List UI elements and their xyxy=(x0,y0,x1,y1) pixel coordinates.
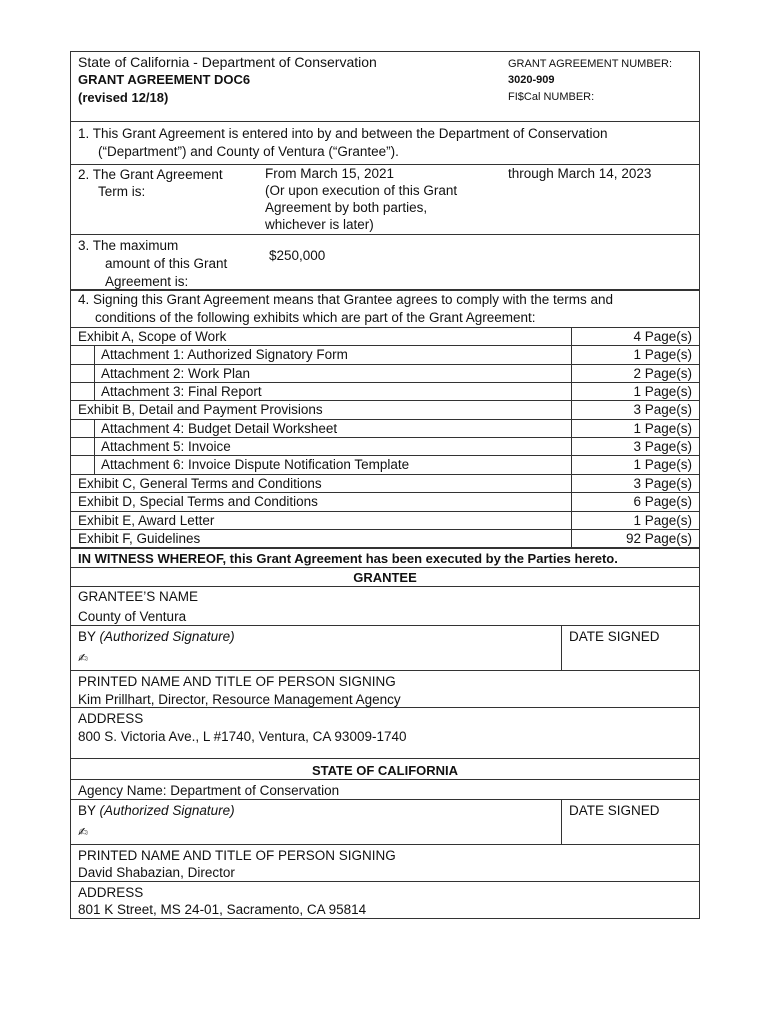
exhibit-pages: 1 Page(s) xyxy=(633,457,692,473)
exhibit-name: Attachment 5: Invoice xyxy=(101,439,231,455)
state-by-signature: (Authorized Signature) xyxy=(99,803,235,818)
section-4-line1: 4. Signing this Grant Agreement means that Grantee agrees to comply with the terms and xyxy=(78,292,614,307)
exhibit-pages: 4 Page(s) xyxy=(633,329,692,344)
state-agency: Agency Name: Department of Conservation xyxy=(78,783,340,798)
exhibit-pages: 1 Page(s) xyxy=(633,512,692,528)
state-date-label: DATE SIGNED xyxy=(569,803,660,818)
grantee-name-label: GRANTEE’S NAME xyxy=(78,589,199,604)
exhibit-name: Exhibit B, Detail and Payment Provisions xyxy=(78,402,323,418)
grantee-printed-label: PRINTED NAME AND TITLE OF PERSON SIGNING xyxy=(78,674,396,689)
header-revised: (revised 12/18) xyxy=(78,90,169,105)
exhibit-pages: 1 Page(s) xyxy=(633,420,692,436)
amount-label-3: Agreement is: xyxy=(105,274,189,289)
exhibit-name: Attachment 3: Final Report xyxy=(101,384,262,400)
state-by-row xyxy=(78,802,235,819)
exhibit-indent-rule xyxy=(94,382,95,400)
header-dept: State of California - Department of Conservation xyxy=(78,54,377,70)
grantee-by-label: BY xyxy=(78,629,96,644)
exhibit-pages: 3 Page(s) xyxy=(633,439,692,455)
grantee-signature-divider xyxy=(561,625,562,671)
exhibit-pages: 6 Page(s) xyxy=(633,494,692,510)
term-through: through March 14, 2023 xyxy=(508,166,652,181)
grantee-name-value: County of Ventura xyxy=(78,609,187,624)
section-1-line1: 1. This Grant Agreement is entered into by and between the Department of Conservation xyxy=(78,126,608,141)
state-printed-label: PRINTED NAME AND TITLE OF PERSON SIGNING xyxy=(78,848,396,863)
exhibit-pages: 3 Page(s) xyxy=(633,402,692,418)
term-from-4: whichever is later) xyxy=(265,217,374,232)
term-label-2: Term is: xyxy=(98,184,146,199)
exhibit-pages: 92 Page(s) xyxy=(625,530,692,546)
grantee-by-row xyxy=(78,628,235,645)
exhibit-indent-rule xyxy=(94,345,95,363)
exhibit-name: Exhibit A, Scope of Work xyxy=(78,329,227,344)
amount-label-1: 3. The maximum xyxy=(78,238,179,253)
amount-label-2: amount of this Grant xyxy=(105,256,228,271)
exhibit-name: Attachment 1: Authorized Signatory Form xyxy=(101,347,348,363)
exhibit-indent-rule xyxy=(94,419,95,437)
exhibit-pages: 1 Page(s) xyxy=(633,347,692,363)
exhibit-name: Exhibit D, Special Terms and Conditions xyxy=(78,494,318,510)
exhibit-name: Attachment 2: Work Plan xyxy=(101,365,251,381)
witness-text: IN WITNESS WHEREOF, this Grant Agreement has been executed by the Parties hereto. xyxy=(78,551,618,566)
grantee-address-value: 800 S. Victoria Ave., L #1740, Ventura, CA 93009-1740 xyxy=(78,729,407,744)
state-address-value: 801 K Street, MS 24-01, Sacramento, CA 95814 xyxy=(78,902,367,917)
exhibit-name: Exhibit E, Award Letter xyxy=(78,512,215,528)
grantee-heading: GRANTEE xyxy=(353,570,417,585)
grant-number-value: 3020-909 xyxy=(508,74,555,86)
exhibit-name: Exhibit F, Guidelines xyxy=(78,530,201,546)
exhibit-pages: 2 Page(s) xyxy=(633,365,692,381)
section-1-line2: (“Department”) and County of Ventura (“Grantee”). xyxy=(98,144,399,159)
grantee-printed-value: Kim Prillhart, Director, Resource Management Agency xyxy=(78,692,401,707)
grantee-by-signature: (Authorized Signature) xyxy=(99,629,235,644)
exhibit-pages: 3 Page(s) xyxy=(633,475,692,491)
state-signature-divider xyxy=(561,799,562,845)
state-address-label: ADDRESS xyxy=(78,885,144,900)
state-pen-icon: ✍ xyxy=(78,825,89,839)
exhibit-indent-rule xyxy=(94,455,95,473)
exhibit-pages: 1 Page(s) xyxy=(633,384,692,400)
fiscal-number-label: FI$Cal NUMBER: xyxy=(508,91,595,103)
section-4-line2: conditions of the following exhibits which are part of the Grant Agreement: xyxy=(95,310,536,325)
exhibit-name: Attachment 4: Budget Detail Worksheet xyxy=(101,420,338,436)
grant-number-label: GRANT AGREEMENT NUMBER: xyxy=(508,58,673,70)
state-printed-value: David Shabazian, Director xyxy=(78,865,235,880)
amount-value: $250,000 xyxy=(269,248,326,263)
term-from-1: From March 15, 2021 xyxy=(265,166,395,181)
term-label-1: 2. The Grant Agreement xyxy=(78,167,223,182)
exhibit-name: Exhibit C, General Terms and Conditions xyxy=(78,475,322,491)
exhibit-name: Attachment 6: Invoice Dispute Notification Template xyxy=(101,457,410,473)
header-title: GRANT AGREEMENT DOC6 xyxy=(78,72,251,87)
grantee-address-label: ADDRESS xyxy=(78,711,144,726)
exhibit-indent-rule xyxy=(94,437,95,455)
term-from-3: Agreement by both parties, xyxy=(265,200,428,215)
state-heading: STATE OF CALIFORNIA xyxy=(311,763,459,778)
state-by-label: BY xyxy=(78,803,96,818)
grantee-pen-icon: ✍ xyxy=(78,651,89,665)
grantee-date-label: DATE SIGNED xyxy=(569,629,660,644)
exhibit-indent-rule xyxy=(94,364,95,382)
term-from-2: (Or upon execution of this Grant xyxy=(265,183,458,198)
